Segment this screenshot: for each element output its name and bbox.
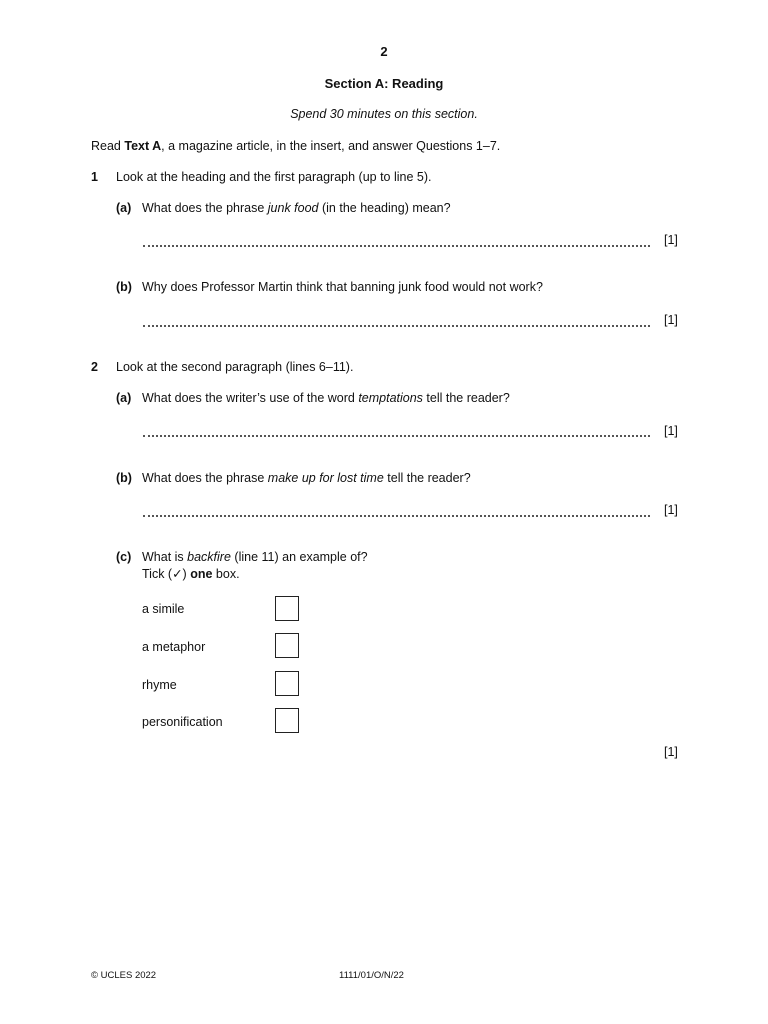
mark-2c: [1] — [664, 745, 678, 759]
mark-1a: [1] — [664, 233, 678, 247]
tick-bold: one — [190, 567, 213, 581]
question-2c-text — [142, 550, 368, 564]
question-2b-text — [142, 471, 471, 485]
question-1-number: 1 — [91, 170, 98, 184]
q2b-post: tell the reader? — [383, 471, 471, 485]
footer-paper-code: 1111/01/O/N/22 — [339, 970, 404, 981]
mark-1b: [1] — [664, 313, 678, 327]
mark-2b: [1] — [664, 503, 678, 517]
question-2a-label: (a) — [116, 391, 132, 405]
q2c-pre: What is — [142, 550, 188, 564]
q1a-pre: What does the phrase — [142, 201, 268, 215]
question-2a-text — [142, 391, 510, 405]
q2b-pre: What does the phrase — [142, 471, 268, 485]
question-2b-label: (b) — [116, 471, 132, 485]
answer-line-1a[interactable] — [143, 245, 650, 247]
mark-2a: [1] — [664, 424, 678, 438]
option-label-simile: a simile — [142, 602, 185, 616]
option-label-metaphor: a metaphor — [142, 640, 206, 654]
q2a-post: tell the reader? — [422, 391, 510, 405]
tick-box-rhyme[interactable] — [275, 671, 299, 696]
tick-pre: Tick (✓) — [142, 567, 191, 581]
question-1a-label: (a) — [116, 201, 132, 215]
question-1a-text — [142, 201, 451, 215]
question-2-text: Look at the second paragraph (lines 6–11). — [116, 360, 354, 374]
answer-line-1b[interactable] — [143, 325, 650, 327]
intro-text — [91, 139, 500, 153]
tick-post: box. — [212, 567, 240, 581]
section-title: Section A: Reading — [324, 76, 444, 91]
question-1-text: Look at the heading and the first paragraph (up to line 5). — [116, 170, 432, 184]
page-number: 2 — [380, 44, 388, 59]
tick-box-personification[interactable] — [275, 708, 299, 733]
q2b-italic: make up for lost time — [267, 471, 384, 485]
tick-box-simile[interactable] — [275, 596, 299, 621]
intro-bold: Text A — [124, 139, 162, 153]
q2c-post: (line 11) an example of? — [230, 550, 368, 564]
intro-pre: Read — [91, 139, 125, 153]
q1a-post: (in the heading) mean? — [318, 201, 451, 215]
q1a-italic: junk food — [267, 201, 319, 215]
question-1b-text: Why does Professor Martin think that banning junk food would not work? — [142, 280, 543, 294]
question-1b-label: (b) — [116, 280, 132, 294]
footer-copyright: © UCLES 2022 — [91, 970, 157, 981]
question-2c-tick-instruction — [142, 566, 240, 581]
q2a-italic: temptations — [358, 391, 423, 405]
intro-post: , a magazine article, in the insert, and answer Questions 1–7. — [161, 139, 501, 153]
answer-line-2a[interactable] — [143, 435, 650, 437]
q2c-italic: backfire — [187, 550, 231, 564]
q2a-pre: What does the writer’s use of the word — [142, 391, 359, 405]
option-label-rhyme: rhyme — [142, 678, 177, 692]
answer-line-2b[interactable] — [143, 515, 650, 517]
section-instruction: Spend 30 minutes on this section. — [290, 107, 478, 121]
question-2c-label: (c) — [116, 550, 132, 564]
option-label-personification: personification — [142, 715, 223, 729]
tick-box-metaphor[interactable] — [275, 633, 299, 658]
question-2-number: 2 — [91, 360, 98, 374]
